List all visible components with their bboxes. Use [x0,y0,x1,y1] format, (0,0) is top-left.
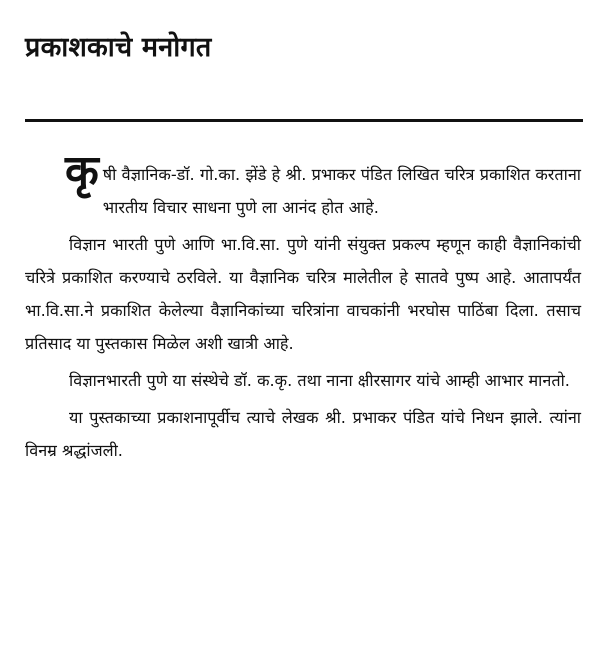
document-body [25,146,581,471]
paragraph-1-text: षी वैज्ञानिक-डॉ. गो.का. झेंडे हे श्री. प्रभाकर पंडित लिखित चरित्र प्रकाशित करताना भारतीय विचार साधना पुणे ला आनंद होत आहे. [102,165,581,217]
page-title: प्रकाशकाचे मनोगत [25,32,212,63]
paragraph-2: विज्ञान भारती पुणे आणि भा.वि.सा. पुणे यांनी संयुक्त प्रकल्प म्हणून काही वैज्ञानिकांची चरित्रे प्रकाशित करण्याचे ठरविले. या वैज्ञानिक चरित्र मालेतील हे सातवे पुष्प आहे. आतापर्यंत भा.वि.सा.ने प्रकाशित केलेल्या वैज्ञानिकांच्या चरित्रांना वाचकांनी भरघोस पाठिंबा दिला. तसाच प्रतिसाद या पुस्तकास मिळेल अशी खात्री आहे. [25,235,581,353]
title-divider [25,119,583,122]
drop-cap: कृ [65,146,99,197]
paragraph-4: या पुस्तकाच्या प्रकाशनापूर्वीच त्याचे लेखक श्री. प्रभाकर पंडित यांचे निधन झाले. त्यांना विनम्र श्रद्धांजली. [25,408,581,460]
paragraph-3: विज्ञानभारती पुणे या संस्थेचे डॉ. क.कृ. तथा नाना क्षीरसागर यांचे आम्ही आभार मानतो. [69,371,570,390]
paragraph-1 [25,146,581,224]
